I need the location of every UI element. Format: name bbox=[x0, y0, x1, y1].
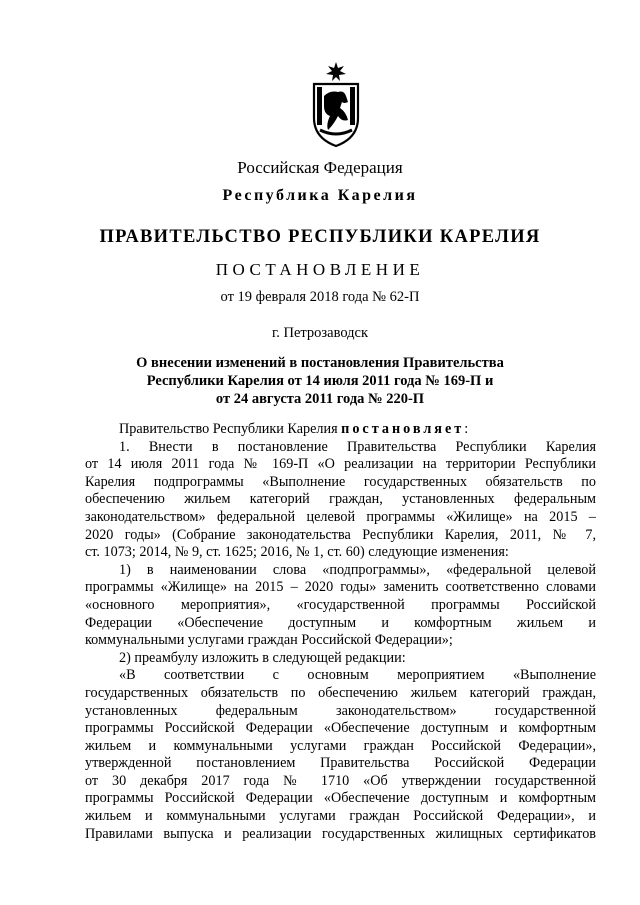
body-line: коммунальными услугами граждан Российской Федерации»; bbox=[85, 632, 453, 649]
document-subject bbox=[100, 354, 540, 408]
subject-line: Республики Карелия от 14 июля 2011 года № 169-П и bbox=[146, 373, 494, 389]
body-line: «В соответствии с основным мероприятием «Выполнение bbox=[119, 667, 596, 684]
body-line: утвержденной постановлением Правительства Российской Федерации bbox=[85, 755, 596, 772]
document-type: ПОСТАНОВЛЕНИЕ bbox=[215, 260, 425, 279]
intro-paragraph bbox=[85, 421, 596, 439]
body-line: от 30 декабря 2017 года № 1710 «Об утверждении государственной bbox=[85, 772, 596, 789]
document-city: г. Петрозаводск bbox=[271, 325, 369, 341]
body-line: ст. 1073; 2014, № 9, ст. 1625; 2016, № 1, ст. 60) следующие изменения: bbox=[85, 544, 509, 561]
subject-line: О внесении изменений в постановления Правительства bbox=[136, 355, 504, 371]
body-line: жильем и коммунальными услугами граждан Российской Федерации», и bbox=[85, 808, 596, 825]
body-line: программы Российской Федерации «Обеспечение доступным и комфортным bbox=[85, 790, 596, 807]
document-date-number: от 19 февраля 2018 года № 62-П bbox=[220, 289, 420, 305]
intro-colon: : bbox=[464, 421, 469, 437]
body-line: Правилами выпуска и реализации государственных жилищных сертификатов bbox=[85, 825, 596, 842]
body-line: Карелия подпрограммы «Выполнение государственных обязательств по bbox=[85, 473, 596, 490]
subject-line: от 24 августа 2011 года № 220-П bbox=[215, 391, 425, 407]
body-line: от 14 июля 2011 года № 169-П «О реализации на территории Республики bbox=[85, 456, 596, 473]
body-line: 2) преамбулу изложить в следующей редакции: bbox=[119, 649, 406, 666]
country-name: Российская Федерация bbox=[237, 158, 403, 177]
body-line: законодательством» федеральной целевой программы «Жилище» на 2015 – bbox=[85, 508, 596, 525]
body-line: обеспечению жильем категорий граждан, установленных федеральным bbox=[85, 491, 596, 508]
intro-text: Правительство Республики Карелия bbox=[119, 421, 342, 437]
body-line: Федерации «Обеспечение доступным и комфортным жильем и bbox=[85, 614, 596, 631]
intro-verb: постановляет bbox=[341, 421, 465, 437]
body-line: программы «Жилище» на 2015 – 2020 годы» заменить соответственно словами bbox=[85, 579, 596, 596]
government-name: ПРАВИТЕЛЬСТВО РЕСПУБЛИКИ КАРЕЛИЯ bbox=[99, 227, 541, 247]
document-body bbox=[85, 421, 596, 843]
republic-name: Республика Карелия bbox=[222, 187, 418, 204]
body-line: 2020 годы» (Собрание законодательства Республики Карелия, 2011, № 7, bbox=[85, 526, 596, 543]
body-line: 1) в наименовании слова «подпрограммы», «федеральной целевой bbox=[119, 561, 596, 578]
body-line: государственных обязательств по обеспечению жильем категорий граждан, bbox=[85, 684, 596, 701]
body-line: установленных федеральным законодательством» государственной bbox=[85, 702, 596, 719]
body-line: программы Российской Федерации «Обеспечение доступным и комфортным bbox=[85, 720, 596, 737]
karelia-coat-of-arms-icon bbox=[310, 60, 362, 148]
body-line: жильем и коммунальными услугами граждан Российской Федерации», bbox=[85, 737, 596, 754]
body-line: 1. Внести в постановление Правительства Республики Карелия bbox=[119, 438, 596, 455]
body-line: «основного мероприятия», «государственной программы Российской bbox=[85, 596, 596, 613]
